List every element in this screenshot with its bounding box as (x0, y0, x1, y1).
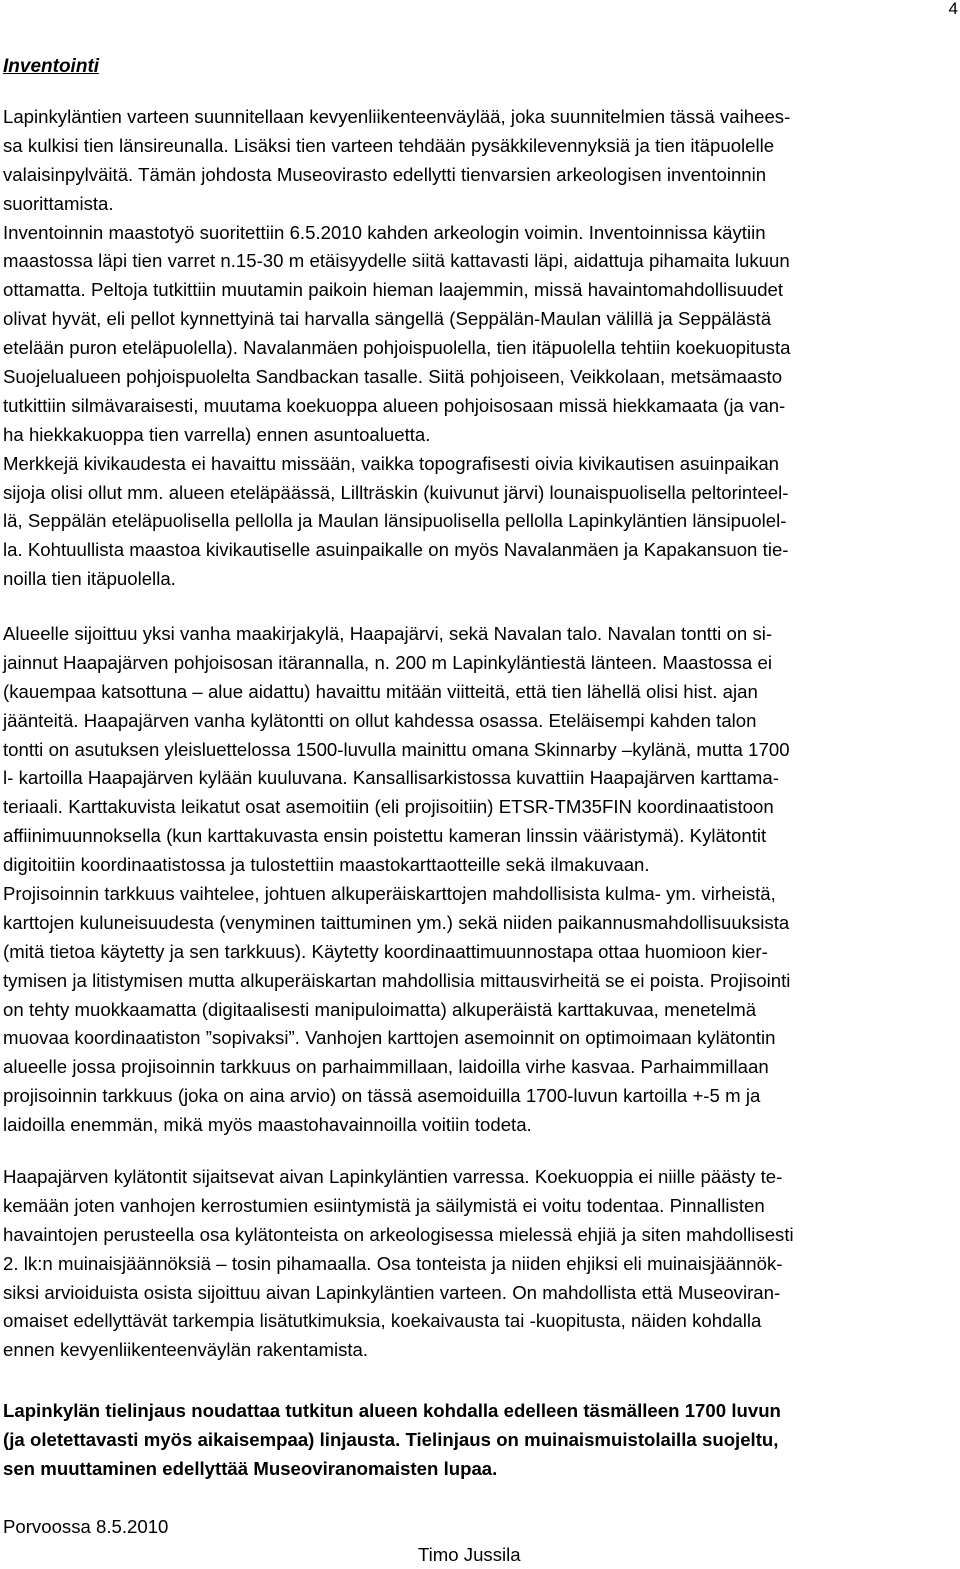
text-line: jainnut Haapajärven pohjoisosan itärannalla, n. 200 m Lapinkyläntiestä länteen. Maastossa ei (3, 651, 772, 673)
text-line: (ja oletettavasti myös aikaisempaa) linjausta. Tielinjaus on muinaismuistolailla suojeltu, (3, 1428, 779, 1450)
text-line: on tehty muokkaamatta (digitaalisesti manipuloimatta) alkuperäistä karttakuvaa, menetelmä (3, 998, 757, 1020)
text-line: karttojen kuluneisuudesta (venyminen taittuminen ym.) sekä niiden paikannusmahdollisuuksista (3, 911, 790, 933)
text-line: Lapinkylän tielinjaus noudattaa tutkitun alueen kohdalla edelleen täsmälleen 1700 luvun (3, 1400, 781, 1421)
text-line: omaiset edellyttävät tarkempia lisätutkimuksia, koekaivausta tai -kuopitusta, näiden kohdalla (3, 1310, 762, 1332)
text-line: muovaa koordinaatiston ”sopivaksi”. Vanhojen karttojen asemoinnit on optimoimaan kylätontin (3, 1027, 776, 1049)
text-line: tontti on asutuksen yleisluettelossa 1500-luvulla mainittu omana Skinnarby –kylänä, mutta 1700 (3, 738, 790, 760)
text-line: affiinimuunnoksella (kun karttakuvasta ensin poistettu kameran linssin vääristymä). Kylätontit (3, 825, 767, 847)
page-number: 4 (948, 0, 958, 18)
paragraph-conclusions (3, 1163, 958, 1365)
section-heading: Inventointi (3, 56, 100, 77)
text-line: projisoinnin tarkkuus (joka on aina arvio) on tässä asemoiduilla 1700-luvun kartoilla +-5 m ja (3, 1085, 761, 1107)
paragraph-project-background (3, 103, 958, 594)
text-line: Suojelualueen pohjoispuolelta Sandbackan tasalle. Siitä pohjoiseen, Veikkolaan, metsämaasto (3, 366, 783, 388)
text-line: Projisoinnin tarkkuus vaihtelee, johtuen alkuperäiskarttojen mahdollisista kulma- ym. virheistä, (3, 883, 776, 905)
text-line: (kauempaa katsottuna – alue aidattu) havaittu mitään viitteitä, että tien lähellä olisi hist. ajan (3, 680, 758, 702)
text-line: siksi arvioiduista osista sijoittuu aivan Lapinkyläntien varteen. On mahdollista että Museoviran- (3, 1281, 781, 1303)
text-line: sa kulkisi tien länsireunalla. Lisäksi tien varteen tehdään pysäkkilevennyksiä ja tien itäpuolelle (3, 134, 775, 156)
signature-name: Timo Jussila (418, 1544, 521, 1565)
text-line: noilla tien itäpuolella. (3, 568, 176, 590)
text-line: Haapajärven kylätontit sijaitsevat aivan Lapinkyläntien varressa. Koekuoppia ei niille päästy te- (3, 1166, 783, 1187)
text-line: digitoitiin koordinaatistossa ja tulostettiin maastokarttaotteille sekä ilmakuvaan. (3, 854, 650, 876)
text-line: maastossa läpi tien varret n.15-30 m etäisyydelle siitä kattavasti läpi, aidattuja pihamaita lukuun (3, 250, 790, 272)
text-line: Merkkejä kivikaudesta ei havaittu missään, vaikka topografisesti oivia kivikautisen asuinpaikan (3, 452, 780, 474)
text-line: alueelle jossa projisoinnin tarkkuus on parhaimmillaan, laidoilla virhe kasvaa. Parhaimmillaan (3, 1056, 769, 1078)
text-line: kemään joten vanhojen kerrostumien esiintymistä ja säilymistä ei voitu todentaa. Pinnallisten (3, 1194, 765, 1216)
signature-place-date: Porvoossa 8.5.2010 (3, 1516, 169, 1537)
text-line: havaintojen perusteella osa kylätonteista on arkeologisessa mielessä ehjiä ja siten mahdollisesti (3, 1223, 794, 1245)
text-line: tutkittiin silmävaraisesti, muutama koekuoppa alueen pohjoisosaan missä hiekkamaata (ja van- (3, 394, 786, 416)
text-line: laidoilla enemmän, mikä myös maastohavainnoilla voitiin todeta. (3, 1114, 532, 1136)
text-line: 2. lk:n muinaisjäännöksiä – tosin pihamaalla. Osa tonteista ja niiden ehjiksi eli muinaisjäännök- (3, 1252, 783, 1274)
text-line: lä, Seppälän eteläpuolisella pellolla ja Maulan länsipuolisella pellolla Lapinkyläntien länsipuolel- (3, 510, 787, 532)
paragraph-road-alignment (3, 1397, 958, 1484)
text-line: Alueelle sijoittuu yksi vanha maakirjakylä, Haapajärvi, sekä Navalan talo. Navalan tontti on si- (3, 623, 773, 644)
text-line: l- kartoilla Haapajärven kylään kuuluvana. Kansallisarkistossa kuvattiin Haapajärven karttama- (3, 767, 779, 789)
text-line: suorittamista. (3, 192, 114, 214)
text-line: valaisinpylväitä. Tämän johdosta Museovirasto edellytti tienvarsien arkeologisen inventoinnin (3, 163, 767, 185)
text-line: ottamatta. Peltoja tutkittiin muutamin paikoin hieman laajemmin, missä havaintomahdollisuudet (3, 279, 784, 301)
paragraph-village-sites (3, 620, 958, 1140)
text-line: sen muuttaminen edellyttää Museoviranomaisten lupaa. (3, 1457, 498, 1479)
text-line: tymisen ja litistymisen mutta alkuperäiskartan mahdollisia mittausvirheitä se ei poista. Projisointi (3, 969, 791, 991)
text-line: la. Kohtuullista maastoa kivikautiselle asuinpaikalle on myös Navalanmäen ja Kapakansuon tie- (3, 539, 789, 561)
text-line: Inventoinnin maastotyö suoritettiin 6.5.2010 kahden arkeologin voimin. Inventoinnissa käytiin (3, 221, 766, 243)
text-line: Lapinkyläntien varteen suunnitellaan kevyenliikenteenväylää, joka suunnitelmien tässä vaihees- (3, 106, 791, 127)
text-line: (mitä tietoa käytetty ja sen tarkkuus). Käytetty koordinaattimuunnostapa ottaa huomioon kier- (3, 940, 768, 962)
text-line: etelään puron eteläpuolella). Navalanmäen pohjoispuolella, tien itäpuolella tehtiin koekuopitusta (3, 337, 791, 359)
text-line: ha hiekkakuoppa tien varrella) ennen asuntoaluetta. (3, 423, 431, 445)
text-line: jäänteitä. Haapajärven vanha kylätontti on ollut kahdessa osassa. Eteläisempi kahden talon (3, 709, 757, 731)
text-line: olivat hyvät, eli pellot kynnettyinä tai harvalla sängellä (Seppälän-Maulan välillä ja Seppälästä (3, 308, 772, 330)
text-line: ennen kevyenliikenteenväylän rakentamista. (3, 1339, 369, 1361)
text-line: sijoja olisi ollut mm. alueen eteläpäässä, Lillträskin (kuivunut järvi) lounaispuolisella peltorinteel- (3, 481, 789, 503)
text-line: teriaali. Karttakuvista leikatut osat asemoitiin (eli projisoitiin) ETSR-TM35FIN koordinaatistoon (3, 796, 774, 818)
